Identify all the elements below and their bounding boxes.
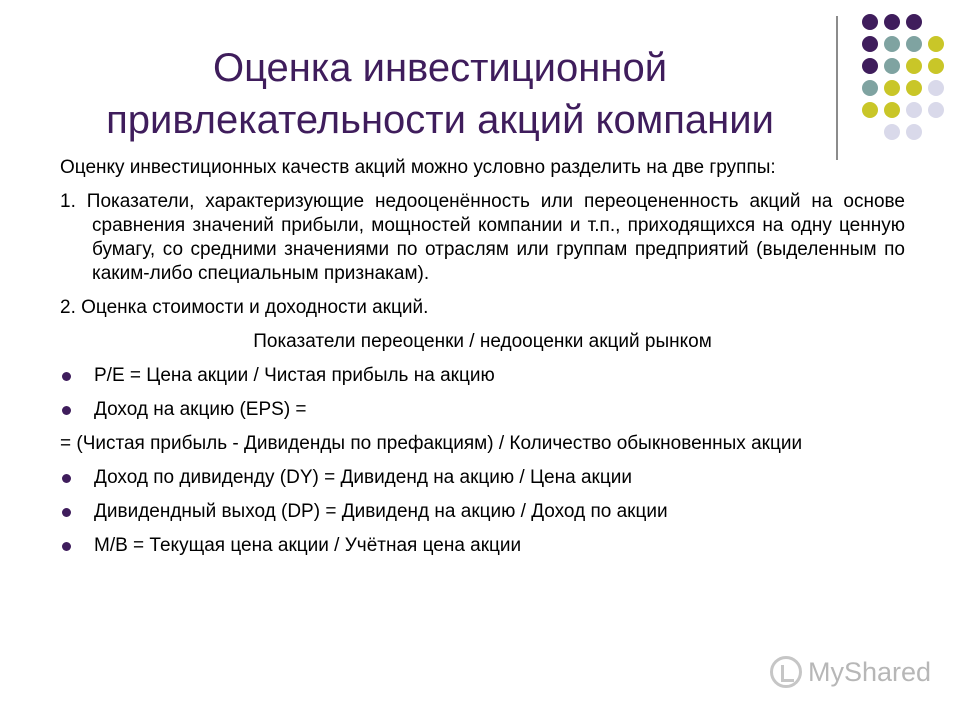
intro-paragraph: Оценку инвестиционных качеств акций можно условно разделить на две группы: xyxy=(60,157,776,178)
decor-dot xyxy=(884,58,900,74)
eps-formula-continuation: = (Чистая прибыль - Дивиденды по префакциям) / Количество обыкновенных акции xyxy=(60,433,803,454)
decor-dot xyxy=(928,80,944,96)
bullet-eps: Доход на акцию (EPS) = xyxy=(60,398,905,422)
decor-dot xyxy=(884,102,900,118)
bullet-mb: M/B = Текущая цена акции / Учётная цена акции xyxy=(60,534,905,558)
item-2-paragraph: 2. Оценка стоимости и доходности акций. xyxy=(60,297,429,318)
decor-dot xyxy=(906,80,922,96)
bullet-dy: Доход по дивиденду (DY) = Дивиденд на акцию / Цена акции xyxy=(60,466,905,490)
slide-body xyxy=(60,156,905,568)
decor-dot xyxy=(884,124,900,140)
subheading: Показатели переоценки / недооценки акций рынком xyxy=(253,331,712,352)
bullet-dp: Дивидендный выход (DP) = Дивиденд на акцию / Доход по акции xyxy=(60,500,905,524)
decor-dot xyxy=(862,14,878,30)
decor-dot xyxy=(928,58,944,74)
decor-dot xyxy=(906,102,922,118)
title-line-2: привлекательности акций компании xyxy=(106,98,774,142)
decor-dot xyxy=(906,58,922,74)
decor-dot xyxy=(906,14,922,30)
decor-dot xyxy=(862,36,878,52)
item-1-paragraph: 1. Показатели, характеризующие недооценённость или переоцененность акций на основе сравнения значений прибыли, мощностей компании и т.п., приходящихся на одну ценную бумагу, со средними значениями по отраслям или группам предприятий (выделенным по каким-либо специальным признакам). xyxy=(60,191,905,284)
decor-dot xyxy=(884,80,900,96)
decor-dot xyxy=(906,124,922,140)
decor-dot xyxy=(928,36,944,52)
decor-dot xyxy=(884,36,900,52)
decor-dot xyxy=(906,36,922,52)
decor-dot xyxy=(862,58,878,74)
decor-dot xyxy=(862,102,878,118)
title-line-1: Оценка инвестиционной xyxy=(212,46,668,90)
decor-dot xyxy=(862,80,878,96)
watermark-text: MyShared xyxy=(808,656,932,687)
decor-dot-grid xyxy=(0,0,960,160)
decor-dot xyxy=(884,14,900,30)
watermark-icon xyxy=(770,656,802,688)
bullet-pe: P/E = Цена акции / Чистая прибыль на акцию xyxy=(60,364,905,388)
watermark-logo xyxy=(770,656,931,688)
decor-dot xyxy=(928,102,944,118)
